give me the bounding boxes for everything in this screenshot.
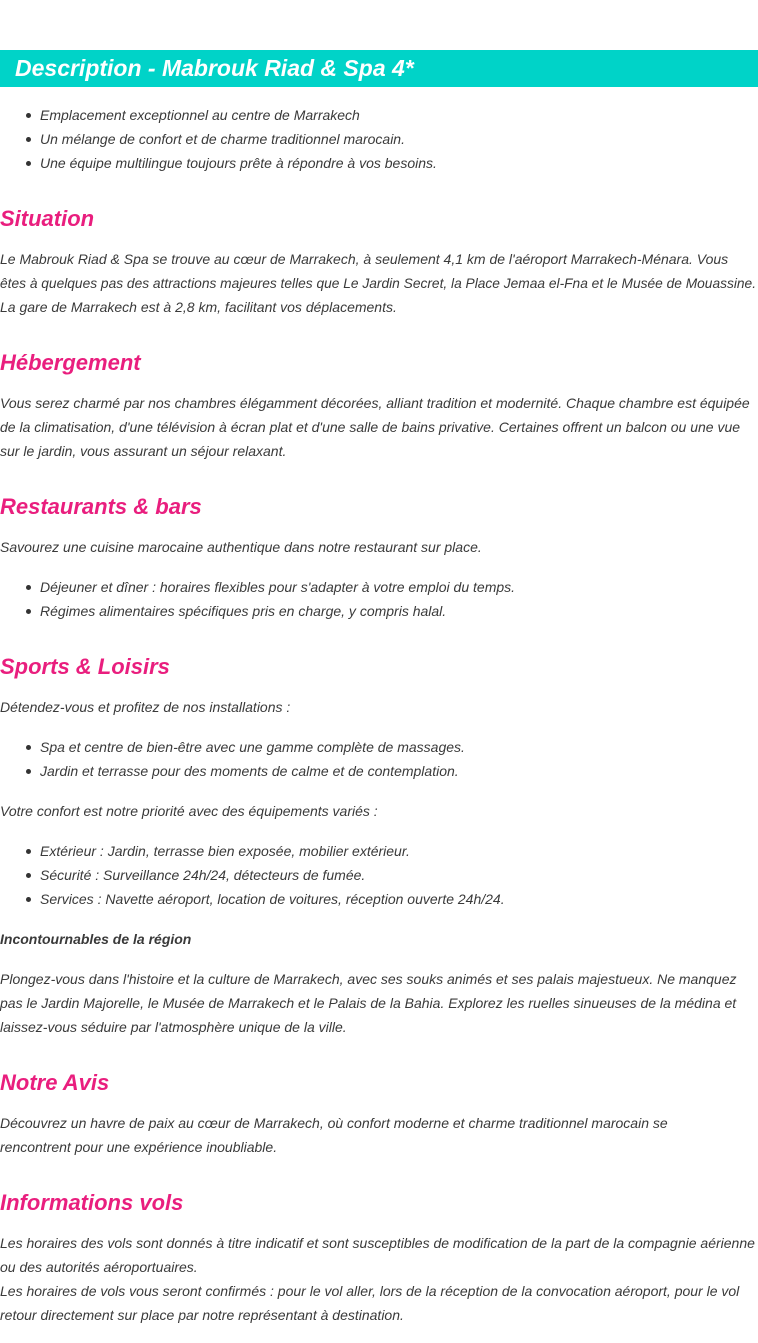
banner-title: Description - Mabrouk Riad & Spa 4* xyxy=(15,55,414,81)
bullet-icon xyxy=(26,873,31,878)
text-line: rencontrent pour une expérience inoubliable. xyxy=(0,1139,278,1155)
text-line: retour directement sur place par notre représentant à destination. xyxy=(0,1307,404,1323)
text-line: Les horaires des vols sont donnés à titre indicatif et sont susceptibles de modification de la part de la compagnie aérienne xyxy=(0,1235,755,1251)
text-line: La gare de Marrakech est à 2,8 km, facilitant vos déplacements. xyxy=(0,299,397,315)
text-line: laissez-vous séduire par l'atmosphère unique de la ville. xyxy=(0,1019,347,1035)
highlights-list xyxy=(0,103,740,175)
bullet-icon xyxy=(26,745,31,750)
situation-text xyxy=(0,247,758,319)
list-item: Jardin et terrasse pour des moments de calme et de contemplation. xyxy=(0,759,740,783)
text-line: sur le jardin, vous assurant un séjour relaxant. xyxy=(0,443,287,459)
list-item: Spa et centre de bien-être avec une gamme complète de massages. xyxy=(0,735,740,759)
bullet-icon xyxy=(26,849,31,854)
text-line: Vous serez charmé par nos chambres élégamment décorées, alliant tradition et modernité. Chaque chambre est équipée xyxy=(0,395,750,411)
restaurants-intro: Savourez une cuisine marocaine authentique dans notre restaurant sur place. xyxy=(0,539,482,555)
bullet-icon xyxy=(26,161,31,166)
text-line: Découvrez un havre de paix au cœur de Marrakech, où confort moderne et charme traditionnel marocain se xyxy=(0,1115,668,1131)
bullet-icon xyxy=(26,585,31,590)
text-line: Le Mabrouk Riad & Spa se trouve au cœur de Marrakech, à seulement 4,1 km de l'aéroport Marrakech-Ménara. Vous xyxy=(0,251,729,267)
sports-list xyxy=(0,735,740,783)
vols-text xyxy=(0,1231,758,1327)
situation-heading: Situation xyxy=(0,206,95,231)
restaurants-heading: Restaurants & bars xyxy=(0,494,202,519)
text-line: Plongez-vous dans l'histoire et la culture de Marrakech, avec ses souks animés et ses palais majestueux. Ne manquez xyxy=(0,971,737,987)
text-line: ou des autorités aéroportuaires. xyxy=(0,1259,198,1275)
list-item: Déjeuner et dîner : horaires flexibles pour s'adapter à votre emploi du temps. xyxy=(0,575,740,599)
list-item: Une équipe multilingue toujours prête à répondre à vos besoins. xyxy=(0,151,740,175)
avis-text xyxy=(0,1111,758,1159)
hebergement-heading: Hébergement xyxy=(0,350,141,375)
description-banner xyxy=(0,50,758,87)
bullet-icon xyxy=(26,137,31,142)
bullet-icon xyxy=(26,769,31,774)
avis-heading: Notre Avis xyxy=(0,1070,110,1095)
list-item: Régimes alimentaires spécifiques pris en charge, y compris halal. xyxy=(0,599,740,623)
restaurants-list xyxy=(0,575,740,623)
list-item: Emplacement exceptionnel au centre de Marrakech xyxy=(0,103,740,127)
text-line: êtes à quelques pas des attractions majeures telles que Le Jardin Secret, la Place Jemaa el-Fna et le Musée de Mouassine. xyxy=(0,275,757,291)
bullet-icon xyxy=(26,113,31,118)
region-subheading: Incontournables de la région xyxy=(0,931,192,947)
text-line: pas le Jardin Majorelle, le Musée de Marrakech et le Palais de la Bahia. Explorez les ruelles sinueuses de la médina et xyxy=(0,995,737,1011)
text-line: de la climatisation, d'une télévision à écran plat et d'une salle de bains privative. Certaines offrent un balcon ou une vue xyxy=(0,419,741,435)
region-text xyxy=(0,967,758,1039)
list-item: Sécurité : Surveillance 24h/24, détecteurs de fumée. xyxy=(0,863,740,887)
sports-intro: Détendez-vous et profitez de nos installations : xyxy=(0,699,291,715)
comfort-intro: Votre confort est notre priorité avec des équipements variés : xyxy=(0,803,378,819)
comfort-list xyxy=(0,839,740,911)
list-item: Un mélange de confort et de charme traditionnel marocain. xyxy=(0,127,740,151)
bullet-icon xyxy=(26,609,31,614)
text-line: Les horaires de vols vous seront confirmés : pour le vol aller, lors de la réception de la convocation aéroport, pour le vol xyxy=(0,1283,740,1299)
sports-heading: Sports & Loisirs xyxy=(0,654,170,679)
list-item: Extérieur : Jardin, terrasse bien exposée, mobilier extérieur. xyxy=(0,839,740,863)
hebergement-text xyxy=(0,391,758,463)
list-item: Services : Navette aéroport, location de voitures, réception ouverte 24h/24. xyxy=(0,887,740,911)
bullet-icon xyxy=(26,897,31,902)
vols-heading: Informations vols xyxy=(0,1190,184,1215)
